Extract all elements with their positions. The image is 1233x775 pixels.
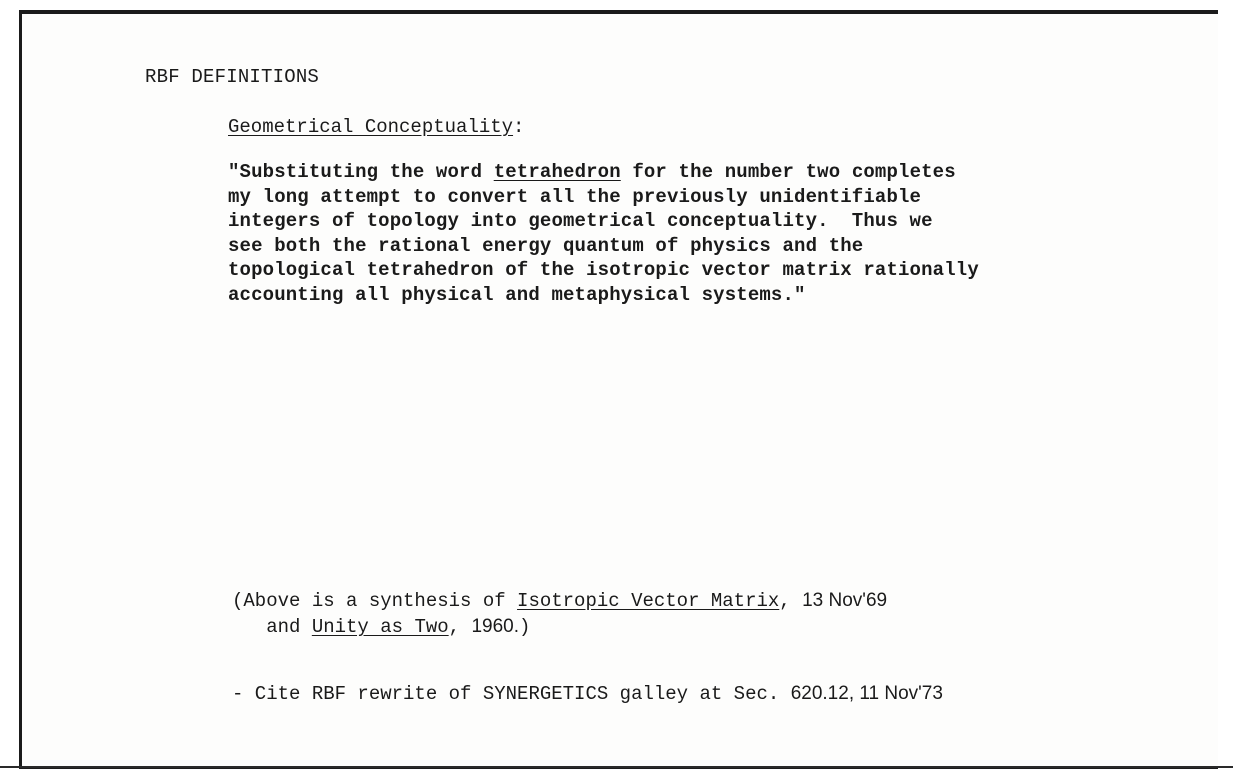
quote-underlined-word: tetrahedron [493, 161, 621, 183]
bottom-rule [0, 766, 1233, 768]
page-edge [1218, 0, 1233, 775]
citation-text: - Cite RBF rewrite of SYNERGETICS galley at Sec. [232, 683, 791, 705]
synthesis-line-2b: , [448, 616, 472, 638]
definition-term [228, 116, 524, 138]
synthesis-line-2a: and [232, 616, 312, 638]
document-heading: RBF DEFINITIONS [145, 66, 320, 88]
synthesis-line-1a: (Above is a synthesis of [232, 590, 518, 612]
quote-line-4: see both the rational energy quantum of physics and the [228, 234, 864, 257]
citation-section-date: 620.12, 11 Nov'73 [790, 683, 943, 704]
synthesis-source-2: Unity as Two [311, 616, 449, 638]
quote-line-2: my long attempt to convert all the previously unidentifiable [228, 185, 922, 208]
document-card [19, 10, 1221, 769]
quote-line-1a: "Substituting the word [228, 161, 494, 183]
definition-quote [228, 160, 979, 308]
definition-term-colon: : [513, 116, 525, 138]
synthesis-note [232, 588, 887, 640]
synthesis-source-1: Isotropic Vector Matrix [517, 590, 780, 612]
synthesis-date-2: 1960. [471, 616, 520, 637]
quote-line-5: topological tetrahedron of the isotropic vector matrix rationally [228, 259, 979, 282]
quote-line-1b: for the number two completes [620, 161, 956, 183]
synthesis-line-2c: ) [519, 616, 531, 638]
quote-line-6: accounting all physical and metaphysical systems." [228, 283, 806, 306]
synthesis-line-1b: , [779, 590, 803, 612]
quote-line-3: integers of topology into geometrical conceptuality. Thus we [228, 210, 933, 233]
citation-line [232, 683, 943, 705]
definition-term-text: Geometrical Conceptuality [228, 116, 514, 138]
synthesis-date-1: 13 Nov'69 [802, 590, 888, 611]
